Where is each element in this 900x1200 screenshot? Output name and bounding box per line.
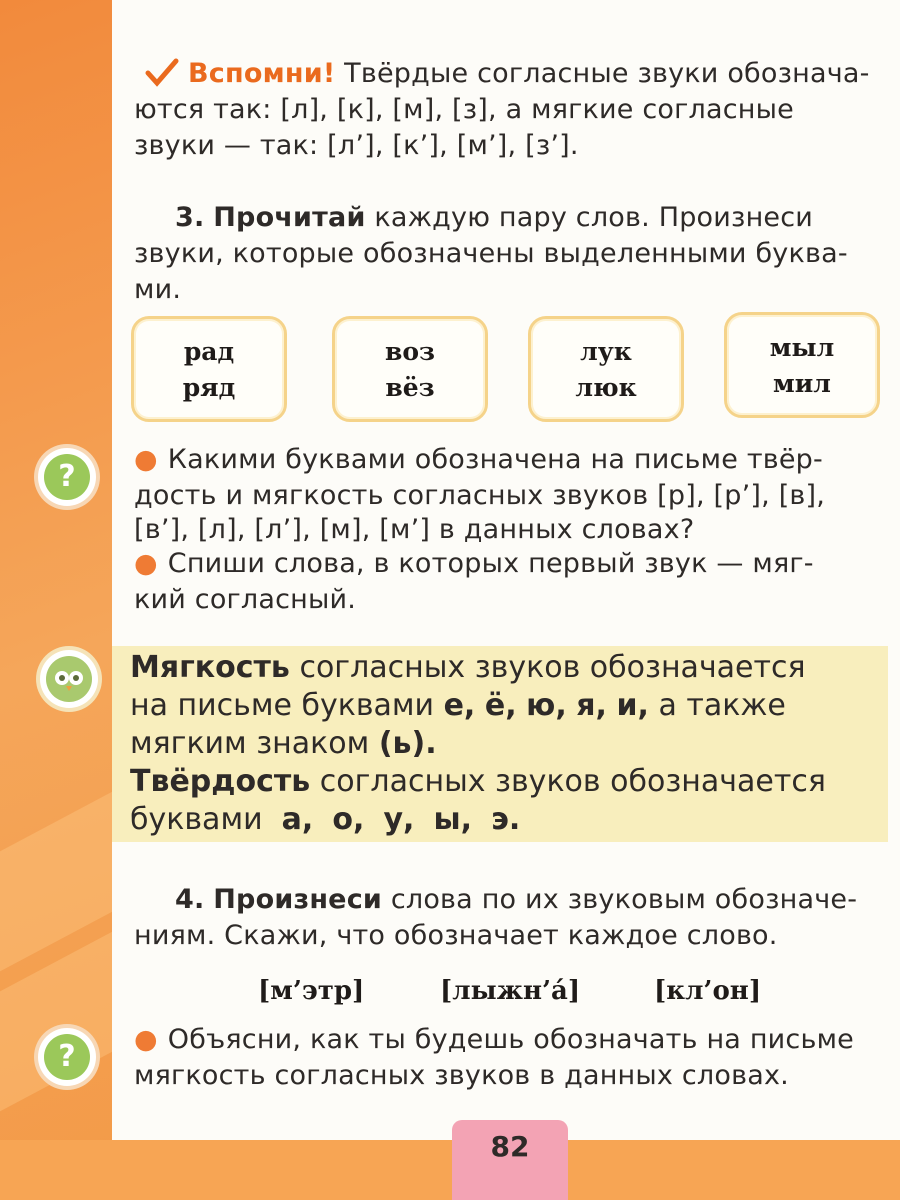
rule-soft-line-2: на письме буквами е, ё, ю, я, и, а также xyxy=(130,688,786,723)
task4-question-line-2: мягкость согласных звуков в данных словах. xyxy=(134,1060,789,1091)
owl-icon xyxy=(40,650,98,708)
transcription-3: [кл’он] xyxy=(654,976,762,1006)
question-1-line-3: [в’], [л], [л’], [м], [м’] в данных словах? xyxy=(134,514,695,545)
task3-line-1: 3. Прочитай каждую пару слов. Произнеси xyxy=(175,202,814,233)
left-margin-band xyxy=(0,0,118,1200)
task4-line-1: 4. Произнеси слова по их звуковым обозначе- xyxy=(175,884,858,915)
rule-soft-line-3: мягким знаком (ь). xyxy=(130,726,437,761)
rule-soft-term: Мягкость xyxy=(130,650,290,685)
page-number: 82 xyxy=(490,1130,530,1163)
question-2-line-2: кий согласный. xyxy=(134,584,357,615)
card-word-hard: лук xyxy=(580,337,632,366)
remember-line-3: звуки — так: [л’], [к’], [м’], [з’]. xyxy=(134,130,579,161)
card-word-soft: люк xyxy=(575,373,637,402)
remember-line-2: ются так: [л], [к], [м], [з], а мягкие согласные xyxy=(134,94,794,125)
bullet-icon: ● xyxy=(134,444,158,475)
word-pair-card xyxy=(332,316,488,422)
card-word-hard: воз xyxy=(385,337,435,366)
task3-line-3: ми. xyxy=(134,274,182,305)
question-icon: ? xyxy=(38,1028,96,1086)
transcription-2: [лыжн’а́] xyxy=(440,976,581,1006)
card-word-soft: мил xyxy=(773,369,831,398)
rule-soft-line-1: Мягкость согласных звуков обозначается xyxy=(130,650,806,685)
question-icon: ? xyxy=(38,448,96,506)
rule-hard-line-2: буквами а, о, у, ы, э. xyxy=(130,802,521,837)
question-2-line-1: ● Спиши слова, в которых первый звук — мяг- xyxy=(134,548,814,579)
rule-hard-line-1: Твёрдость согласных звуков обозначается xyxy=(130,764,826,799)
task4-verb: Произнеси xyxy=(213,884,383,915)
rule-hard-term: Твёрдость xyxy=(130,764,311,799)
task4-question-line-1: ● Объясни, как ты будешь обозначать на письме xyxy=(134,1024,854,1055)
question-1-line-1: ● Какими буквами обозначена на письме твёр- xyxy=(134,444,823,475)
card-word-soft: ряд xyxy=(182,373,236,402)
question-1-line-2: дость и мягкость согласных звуков [р], [р’], [в], xyxy=(134,480,826,511)
transcription-1: [м’этр] xyxy=(258,976,365,1006)
card-word-soft: вёз xyxy=(385,373,435,402)
task3-line-2: звуки, которые обозначены выделенными буква- xyxy=(134,238,848,269)
word-pair-card xyxy=(724,312,880,418)
bullet-icon: ● xyxy=(134,548,158,579)
card-word-hard: рад xyxy=(183,337,235,366)
remember-title: Вспомни! xyxy=(188,58,336,89)
checkmark-icon xyxy=(145,58,179,88)
word-pair-card xyxy=(528,316,684,422)
bullet-icon: ● xyxy=(134,1024,158,1055)
bottom-margin-band xyxy=(0,1140,900,1200)
task3-verb: Прочитай xyxy=(213,202,366,233)
remember-line-1: Вспомни! Твёрдые согласные звуки обознача- xyxy=(188,58,870,89)
word-pair-card xyxy=(131,316,287,422)
task4-line-2: ниям. Скажи, что обозначает каждое слово. xyxy=(134,920,778,951)
card-word-hard: мыл xyxy=(769,333,835,362)
